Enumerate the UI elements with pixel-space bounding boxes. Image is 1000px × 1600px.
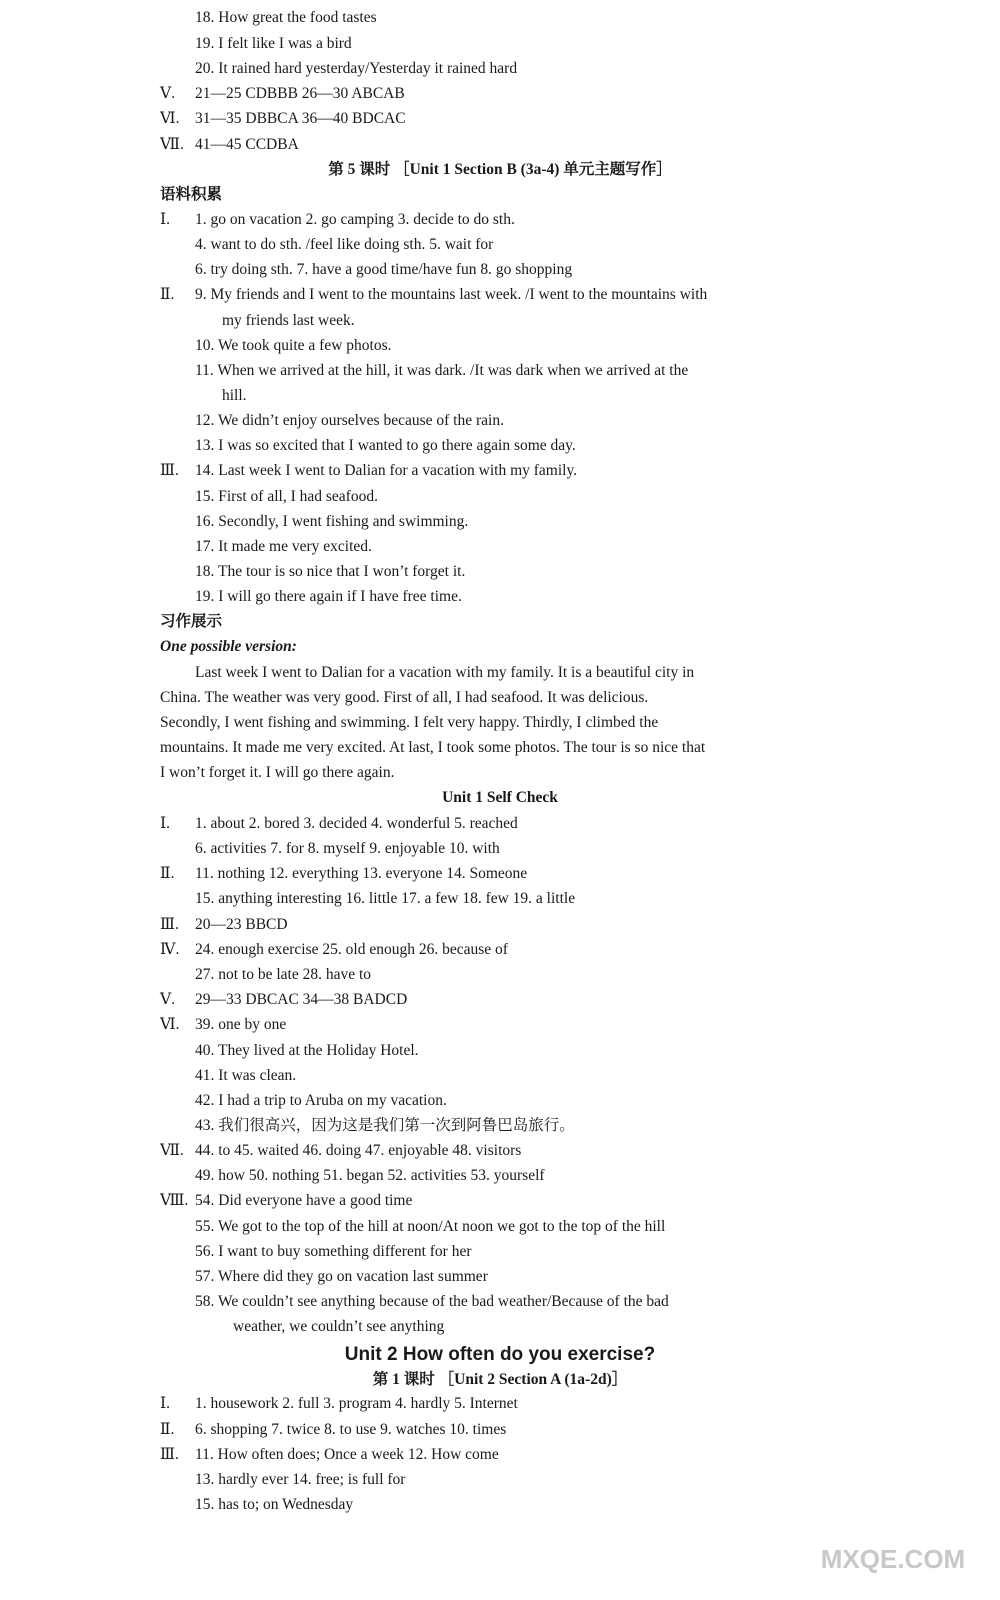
answer-line: 31—35 DBBCA 36—40 BDCAC [195, 110, 406, 127]
answer-line: 16. Secondly, I went fishing and swimming. [195, 513, 469, 530]
answer-line: 29—33 DBCAC 34—38 BADCD [195, 991, 408, 1008]
answer-line: my friends last week. [222, 312, 355, 329]
answer-line: 6. shopping 7. twice 8. to use 9. watches 10. times [195, 1421, 507, 1438]
answer-line: 56. I want to buy something different for her [195, 1243, 472, 1260]
answer-line: 18. How great the food tastes [195, 9, 377, 26]
answer-line: 1. go on vacation 2. go camping 3. decide to do sth. [195, 211, 515, 228]
watermark-text: MXQE.COM [820, 1544, 966, 1574]
essay-line: China. The weather was very good. First of all, I had seafood. It was delicious. [160, 689, 649, 706]
section-roman: Ⅰ. [160, 1395, 170, 1412]
section-heading: 语料积累 [160, 186, 223, 203]
answer-line: 1. housework 2. full 3. program 4. hardly 5. Internet [195, 1395, 518, 1412]
answer-line: 13. hardly ever 14. free; is full for [195, 1471, 406, 1488]
section-heading: 习作展示 [160, 613, 223, 630]
section-roman: Ⅰ. [160, 211, 170, 228]
answer-line: 11. How often does; Once a week 12. How come [195, 1446, 499, 1463]
answer-line: 58. We couldn’t see anything because of the bad weather/Because of the bad [195, 1293, 669, 1310]
essay-line: I won’t forget it. I will go there again. [160, 764, 395, 781]
answer-line: 18. The tour is so nice that I won’t forget it. [195, 563, 466, 580]
answer-line: 41—45 CCDBA [195, 136, 299, 153]
answer-line: 55. We got to the top of the hill at noon/At noon we got to the top of the hill [195, 1218, 666, 1235]
answer-line: 42. I had a trip to Aruba on my vacation. [195, 1092, 447, 1109]
lesson-title: 第 1 课时 ［Unit 2 Section A (1a-2d)］ [372, 1371, 628, 1388]
answer-line: 4. want to do sth. /feel like doing sth. 5. wait for [195, 236, 494, 253]
section-roman: Ⅴ. [160, 991, 176, 1008]
section-roman: Ⅷ. [160, 1192, 189, 1209]
section-roman: Ⅴ. [160, 85, 176, 102]
answer-line: 11. nothing 12. everything 13. everyone 14. Someone [195, 865, 528, 882]
watermark-logo [808, 1516, 978, 1586]
section-roman: Ⅲ. [160, 1446, 179, 1463]
answer-line: hill. [222, 387, 247, 404]
answer-line: 10. We took quite a few photos. [195, 337, 392, 354]
answer-line: 39. one by one [195, 1016, 287, 1033]
section-roman: Ⅳ. [160, 941, 180, 958]
answer-line: 41. It was clean. [195, 1067, 297, 1084]
answer-line: 19. I felt like I was a bird [195, 35, 352, 52]
section-roman: Ⅶ. [160, 1142, 184, 1159]
answer-line: 54. Did everyone have a good time [195, 1192, 413, 1209]
section-roman: Ⅲ. [160, 916, 179, 933]
answer-line: 12. We didn’t enjoy ourselves because of the rain. [195, 412, 504, 429]
essay-line: Secondly, I went fishing and swimming. I felt very happy. Thirdly, I climbed the [160, 714, 659, 731]
essay-line: mountains. It made me very excited. At last, I took some photos. The tour is so nice that [160, 739, 706, 756]
answer-line: 1. about 2. bored 3. decided 4. wonderful 5. reached [195, 815, 518, 832]
section-roman: Ⅵ. [160, 110, 180, 127]
answer-line: 21—25 CDBBB 26—30 ABCAB [195, 85, 405, 102]
section-roman: Ⅰ. [160, 815, 170, 832]
answer-line: 15. has to; on Wednesday [195, 1496, 354, 1513]
self-check-title: Unit 1 Self Check [442, 789, 558, 806]
answer-line: 27. not to be late 28. have to [195, 966, 372, 983]
answer-line: 13. I was so excited that I wanted to go there again some day. [195, 437, 576, 454]
section-roman: Ⅱ. [160, 1421, 175, 1438]
section-roman: Ⅵ. [160, 1016, 180, 1033]
answer-line: 49. how 50. nothing 51. began 52. activities 53. yourself [195, 1167, 545, 1184]
unit-title: Unit 2 How often do you exercise? [344, 1344, 656, 1365]
lesson-title: 第 5 课时 ［Unit 1 Section B (3a-4) 单元主题写作］ [328, 161, 672, 178]
answer-line: 14. Last week I went to Dalian for a vacation with my family. [195, 462, 578, 479]
answer-line: 19. I will go there again if I have free time. [195, 588, 462, 605]
answer-line: 11. When we arrived at the hill, it was dark. /It was dark when we arrived at the [195, 362, 689, 379]
section-roman: Ⅱ. [160, 286, 175, 303]
answer-line: 17. It made me very excited. [195, 538, 372, 555]
answer-line: 57. Where did they go on vacation last summer [195, 1268, 488, 1285]
answer-line: 43. 我们很高兴，因为这是我们第一次到阿鲁巴岛旅行。 [195, 1117, 575, 1134]
version-label: One possible version: [160, 638, 297, 655]
answer-line: weather, we couldn’t see anything [233, 1318, 445, 1335]
section-roman: Ⅶ. [160, 136, 184, 153]
answer-line: 9. My friends and I went to the mountains last week. /I went to the mountains with [195, 286, 708, 303]
answer-line: 6. try doing sth. 7. have a good time/have fun 8. go shopping [195, 261, 573, 278]
answer-line: 15. anything interesting 16. little 17. a few 18. few 19. a little [195, 890, 576, 907]
answer-line: 44. to 45. waited 46. doing 47. enjoyable 48. visitors [195, 1142, 522, 1159]
answer-line: 24. enough exercise 25. old enough 26. because of [195, 941, 508, 958]
section-roman: Ⅲ. [160, 462, 179, 479]
answer-line: 15. First of all, I had seafood. [195, 488, 378, 505]
answer-line: 20. It rained hard yesterday/Yesterday it rained hard [195, 60, 518, 77]
section-roman: Ⅱ. [160, 865, 175, 882]
answer-line: 20—23 BBCD [195, 916, 288, 933]
answer-line: 6. activities 7. for 8. myself 9. enjoyable 10. with [195, 840, 500, 857]
answer-line: 40. They lived at the Holiday Hotel. [195, 1042, 419, 1059]
essay-line: Last week I went to Dalian for a vacation with my family. It is a beautiful city in [195, 664, 695, 681]
